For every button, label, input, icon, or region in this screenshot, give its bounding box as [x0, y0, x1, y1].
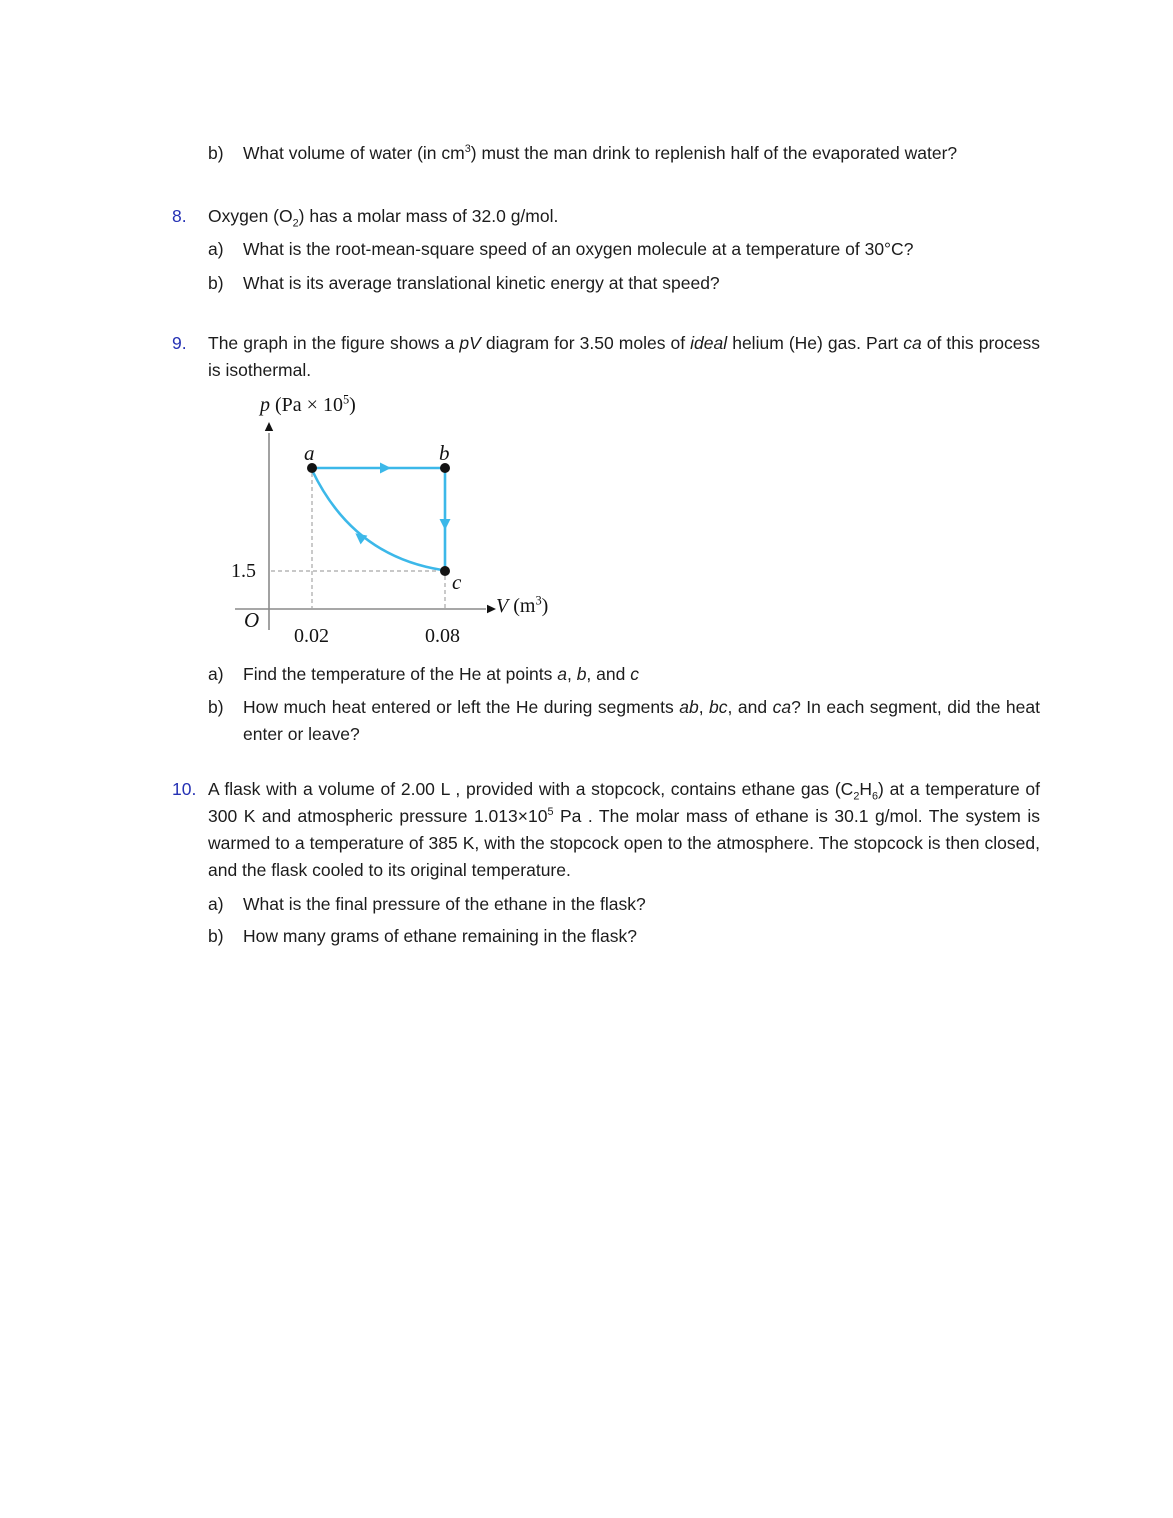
subitem-label: b): [208, 143, 224, 163]
subitem-text: How many grams of ethane remaining in the flask?: [243, 926, 637, 946]
point-c-dot: [440, 566, 450, 576]
subitem-label: a): [208, 239, 224, 259]
x-axis-arrowhead-icon: [487, 605, 496, 613]
question-9b: [208, 694, 1040, 748]
subitem-text: What is the root-mean-square speed of an oxygen molecule at a temperature of 30°C?: [243, 239, 914, 259]
x-tick-002: 0.02: [294, 625, 329, 647]
question-text: The graph in the figure shows a pV diagram for 3.50 moles of ideal helium (He) gas. Part ca of this process is isothermal.: [208, 333, 1040, 380]
point-a-label: a: [304, 441, 315, 465]
subitem-label: a): [208, 894, 224, 914]
subitem-text: Find the temperature of the He at points a, b, and c: [243, 664, 639, 684]
segment-ca-arrowhead-icon: [352, 529, 367, 544]
subitem-label: b): [208, 697, 224, 717]
y-axis-label: p $(Pa \times 10^5)$: [260, 392, 356, 416]
segment-ca-isotherm: [312, 470, 442, 570]
point-c-label: c: [452, 570, 462, 594]
question-text: Oxygen $(O_2)$ has a molar mass of 32.0 g/mol.: [208, 206, 559, 230]
segment-bc-arrowhead-icon: [440, 519, 451, 530]
question-10a: [208, 891, 1040, 918]
x-tick-008: 0.08: [425, 625, 460, 647]
subitem-text: What is the final pressure of the ethane in the flask?: [243, 894, 646, 914]
origin-label: O: [244, 608, 260, 632]
question-8a: [208, 236, 1040, 263]
question-9: [172, 330, 1040, 748]
question-number: 10.: [172, 779, 197, 799]
subitem-label: b): [208, 273, 224, 293]
question-text: A flask with a volume of 2.00 L , provided with a stopcock, contains ethane gas $(C_2H_6)$ at a temperature of 300 K and atmospheric pressure $1.013\times 10^5$ Pa . The molar mass of ethane is 30.1 g/mol. The system is warmed to a temperature of 385 K, with the stopcock open to the atmosphere. The stopcock is then closed, and the flask cooled to its original temperature.: [208, 779, 1041, 880]
question-9a: [208, 661, 1040, 688]
question-10b: [208, 923, 1040, 950]
subitem-label: b): [208, 926, 224, 946]
question-7b: [208, 140, 1040, 167]
question-number: 9.: [172, 333, 187, 353]
y-axis-arrowhead-icon: [265, 422, 273, 431]
x-axis-label: V $(m^3)$: [496, 593, 549, 617]
subitem-label: a): [208, 664, 224, 684]
subitem-text: What volume of water (in $cm^3$) must the man drink to replenish half of the evaporated water?: [243, 143, 958, 163]
y-tick-15: 1.5: [231, 560, 256, 582]
segment-ab-arrowhead-icon: [380, 463, 391, 474]
subitem-text: What is its average translational kinetic energy at that speed?: [243, 273, 720, 293]
question-8: [172, 203, 1040, 297]
figure-pv-diagram: [208, 392, 660, 654]
question-number: 8.: [172, 206, 187, 226]
pv-diagram-canvas: [208, 398, 660, 654]
question-8b: [208, 270, 1040, 297]
question-10: [172, 776, 1040, 950]
point-b-label: b: [439, 441, 450, 465]
subitem-text: How much heat entered or left the He during segments ab, bc, and ca? In each segment, did the heat enter or leave?: [243, 697, 1040, 744]
